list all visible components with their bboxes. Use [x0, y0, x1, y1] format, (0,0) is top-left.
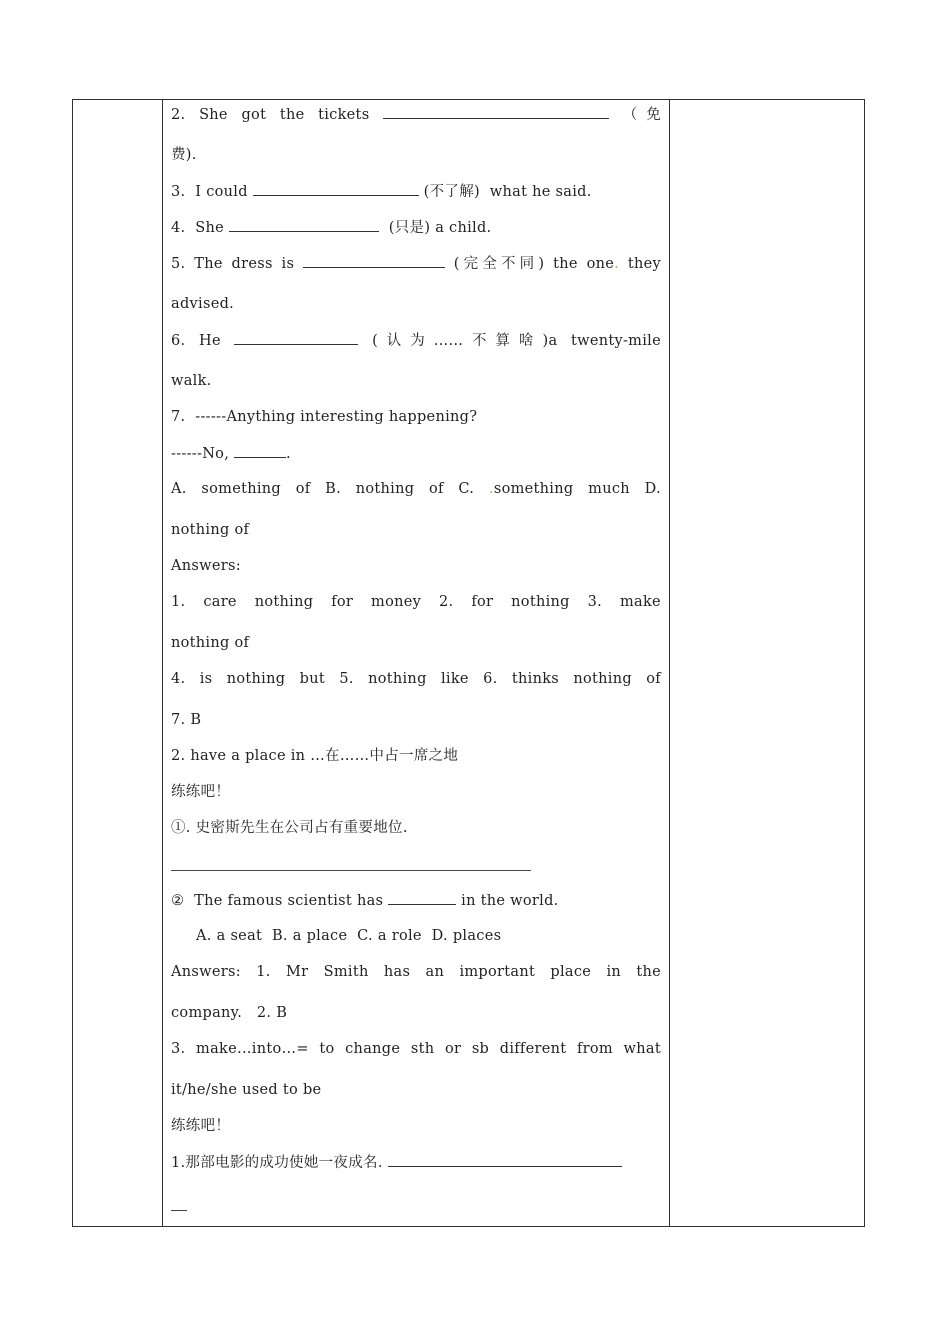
- answers-label: Answers:: [171, 558, 241, 574]
- question-5-cont: advised.: [171, 296, 235, 312]
- exercise-1: ①. 史密斯先生在公司占有重要地位.: [171, 820, 408, 836]
- answer-blank[interactable]: [383, 104, 609, 119]
- answer-blank[interactable]: [388, 1152, 622, 1167]
- answers-row-1-cont: nothing of: [171, 635, 250, 651]
- question-7-options-cont: nothing of: [171, 522, 250, 538]
- practice-label-2: 练练吧！: [171, 1118, 231, 1134]
- question-6: 6. He (认为……不算啥)a twenty-mile: [171, 330, 661, 351]
- column-divider-right: [669, 100, 670, 1226]
- question-6-cont: walk.: [171, 373, 212, 389]
- phrase-2-heading: 2. have a place in …在……中占一席之地: [171, 748, 459, 764]
- question-7-reply: ------No, .: [171, 443, 661, 464]
- exercise-2: ② The famous scientist has in the world.: [171, 890, 661, 911]
- exercise-2-choices: A. a seat B. a place C. a role D. places: [196, 928, 502, 944]
- column-divider-left: [162, 100, 163, 1226]
- answers-row-1: 1. care nothing for money 2. for nothing 3. make: [171, 594, 661, 610]
- answer-line[interactable]: [171, 870, 531, 871]
- answers-row-3: Answers: 1. Mr Smith has an important place in the: [171, 964, 662, 980]
- practice-label-1: 练练吧！: [171, 784, 231, 800]
- answer-blank[interactable]: [229, 217, 379, 232]
- answer-blank[interactable]: [234, 330, 358, 345]
- question-2: 2. She got the tickets （免: [171, 104, 661, 125]
- answers-row-2: 4. is nothing but 5. nothing like 6. thinks nothing of: [171, 671, 661, 687]
- answer-blank[interactable]: [388, 890, 456, 905]
- answer-blank[interactable]: [234, 443, 286, 458]
- question-2-cont: 费).: [171, 147, 197, 163]
- question-5: 5. The dress is (完全不同) the one. they: [171, 253, 661, 274]
- answer-line-cont[interactable]: [171, 1210, 187, 1211]
- question-4: 4. She (只是) a child.: [171, 217, 661, 238]
- question-7-options: A. something of B. nothing of C. .something much D.: [171, 481, 661, 497]
- question-3: 3. I could (不了解) what he said.: [171, 181, 661, 202]
- worksheet-table: [72, 99, 865, 1227]
- question-7: 7. ------Anything interesting happening?: [171, 409, 478, 425]
- phrase-3-heading: 3. make…into…= to change sth or sb different from what: [171, 1041, 661, 1057]
- answers-row-2-cont: 7. B: [171, 712, 202, 728]
- exercise-3: 1.那部电影的成功使她一夜成名.: [171, 1152, 661, 1173]
- answers-row-3-cont: company. 2. B: [171, 1005, 288, 1021]
- answer-blank[interactable]: [253, 181, 419, 196]
- answer-blank[interactable]: [303, 253, 445, 268]
- phrase-3-cont: it/he/she used to be: [171, 1082, 322, 1098]
